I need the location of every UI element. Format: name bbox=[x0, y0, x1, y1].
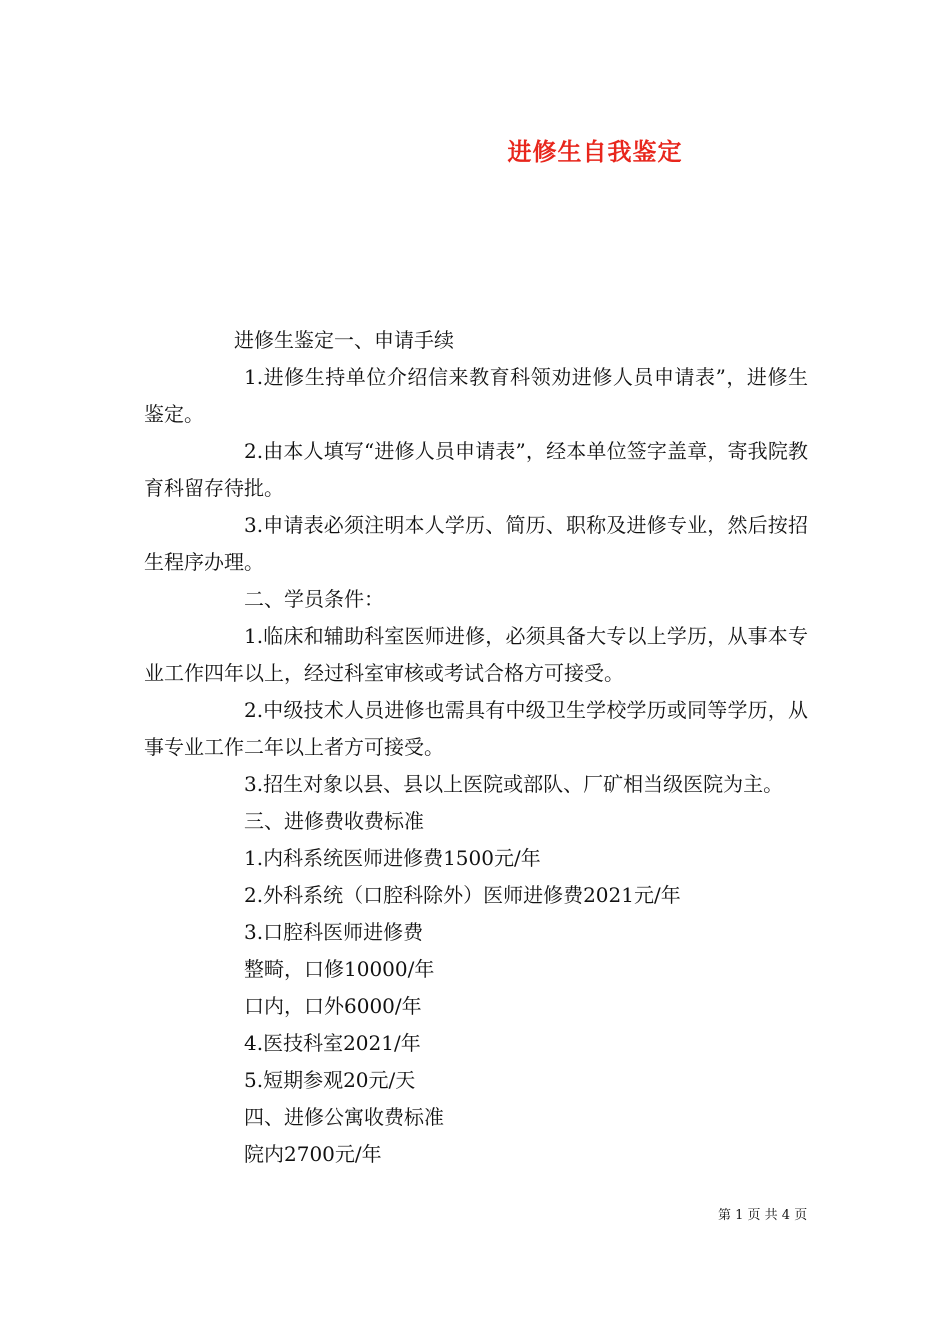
paragraph: 口内，口外6000/年 bbox=[244, 994, 422, 1018]
section-heading: 三、进修费收费标准 bbox=[244, 809, 424, 833]
paragraph: 3.申请表必须注明本人学历、简历、职称及进修专业，然后按招生程序办理。 bbox=[144, 513, 808, 574]
paragraph: 3.口腔科医师进修费 bbox=[244, 920, 424, 944]
document-title: 进修生自我鉴定 bbox=[507, 138, 683, 166]
paragraph: 1.进修生持单位介绍信来教育科领劝进修人员申请表”，进修生鉴定。 bbox=[144, 365, 808, 426]
section-heading: 四、进修公寓收费标准 bbox=[244, 1105, 444, 1129]
paragraph: 整畸，口修10000/年 bbox=[244, 957, 435, 981]
document-body bbox=[144, 322, 808, 1173]
paragraph: 1.内科系统医师进修费1500元/年 bbox=[244, 846, 541, 870]
paragraph: 4.医技科室2021/年 bbox=[244, 1031, 421, 1055]
section-heading: 二、学员条件： bbox=[244, 587, 384, 611]
paragraph: 3.招生对象以县、县以上医院或部队、厂矿相当级医院为主。 bbox=[244, 772, 784, 796]
paragraph: 2.中级技术人员进修也需具有中级卫生学校学历或同等学历，从事专业工作二年以上者方可接受。 bbox=[144, 698, 808, 759]
paragraph: 院内2700元/年 bbox=[244, 1142, 382, 1166]
paragraph: 2.外科系统（口腔科除外）医师进修费2021元/年 bbox=[244, 883, 681, 907]
paragraph: 5.短期参观20元/天 bbox=[244, 1068, 416, 1092]
page-number-footer: 第 1 页 共 4 页 bbox=[718, 1208, 808, 1223]
paragraph: 1.临床和辅助科室医师进修，必须具备大专以上学历，从事本专业工作四年以上，经过科室审核或考试合格方可接受。 bbox=[144, 624, 808, 685]
paragraph: 2.由本人填写“进修人员申请表”，经本单位签字盖章，寄我院教育科留存待批。 bbox=[144, 439, 808, 500]
paragraph: 进修生鉴定一、申请手续 bbox=[234, 328, 454, 352]
